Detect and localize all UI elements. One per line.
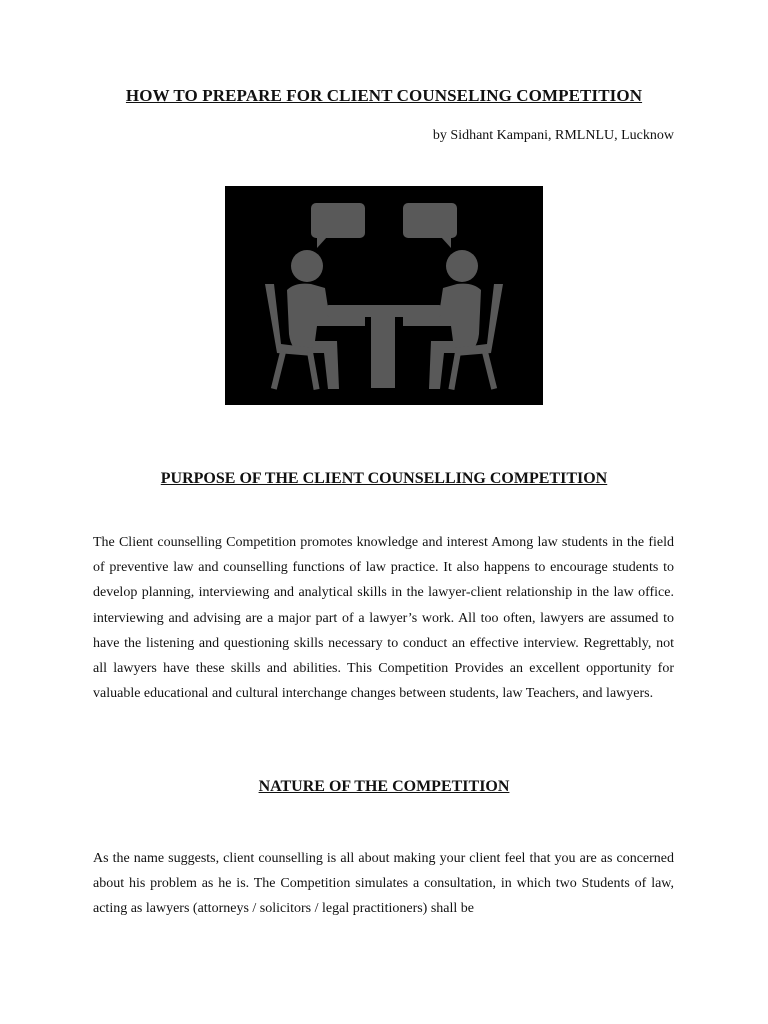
document-title: HOW TO PREPARE FOR CLIENT COUNSELING COMPETITION	[125, 86, 643, 105]
author-byline: by Sidhant Kampani, RMLNLU, Lucknow	[432, 128, 674, 143]
section-body-nature: As the name suggests, client counselling is all about making your client feel that you are as concerned about his problem as he is. The Competition simulates a consultation, in which two Students of law, acting as lawyers (attorneys / solicitors / legal practitioners) shall be	[93, 851, 674, 917]
section-body-purpose: The Client counselling Competition promotes knowledge and interest Among law students in the field of preventive law and counselling functions of law practice. It also happens to encourage students to develop planning, interviewing and analytical skills in the lawyer-client relationship in the law office. interviewing and advising are a major part of a lawyer’s work. All too often, lawyers are assumed to have the listening and questioning skills necessary to conduct an effective interview. Regrettably, not all lawyers have these skills and abilities. This Competition Provides an excellent opportunity for valuable educational and cultural interchange changes between students, law Teachers, and lawyers.	[93, 535, 674, 702]
section-heading-nature: NATURE OF THE COMPETITION	[258, 778, 510, 795]
section-heading-purpose: PURPOSE OF THE CLIENT COUNSELLING COMPETITION	[160, 470, 608, 487]
consultation-illustration	[225, 186, 543, 405]
lawyer-client-consultation-icon	[225, 186, 543, 405]
